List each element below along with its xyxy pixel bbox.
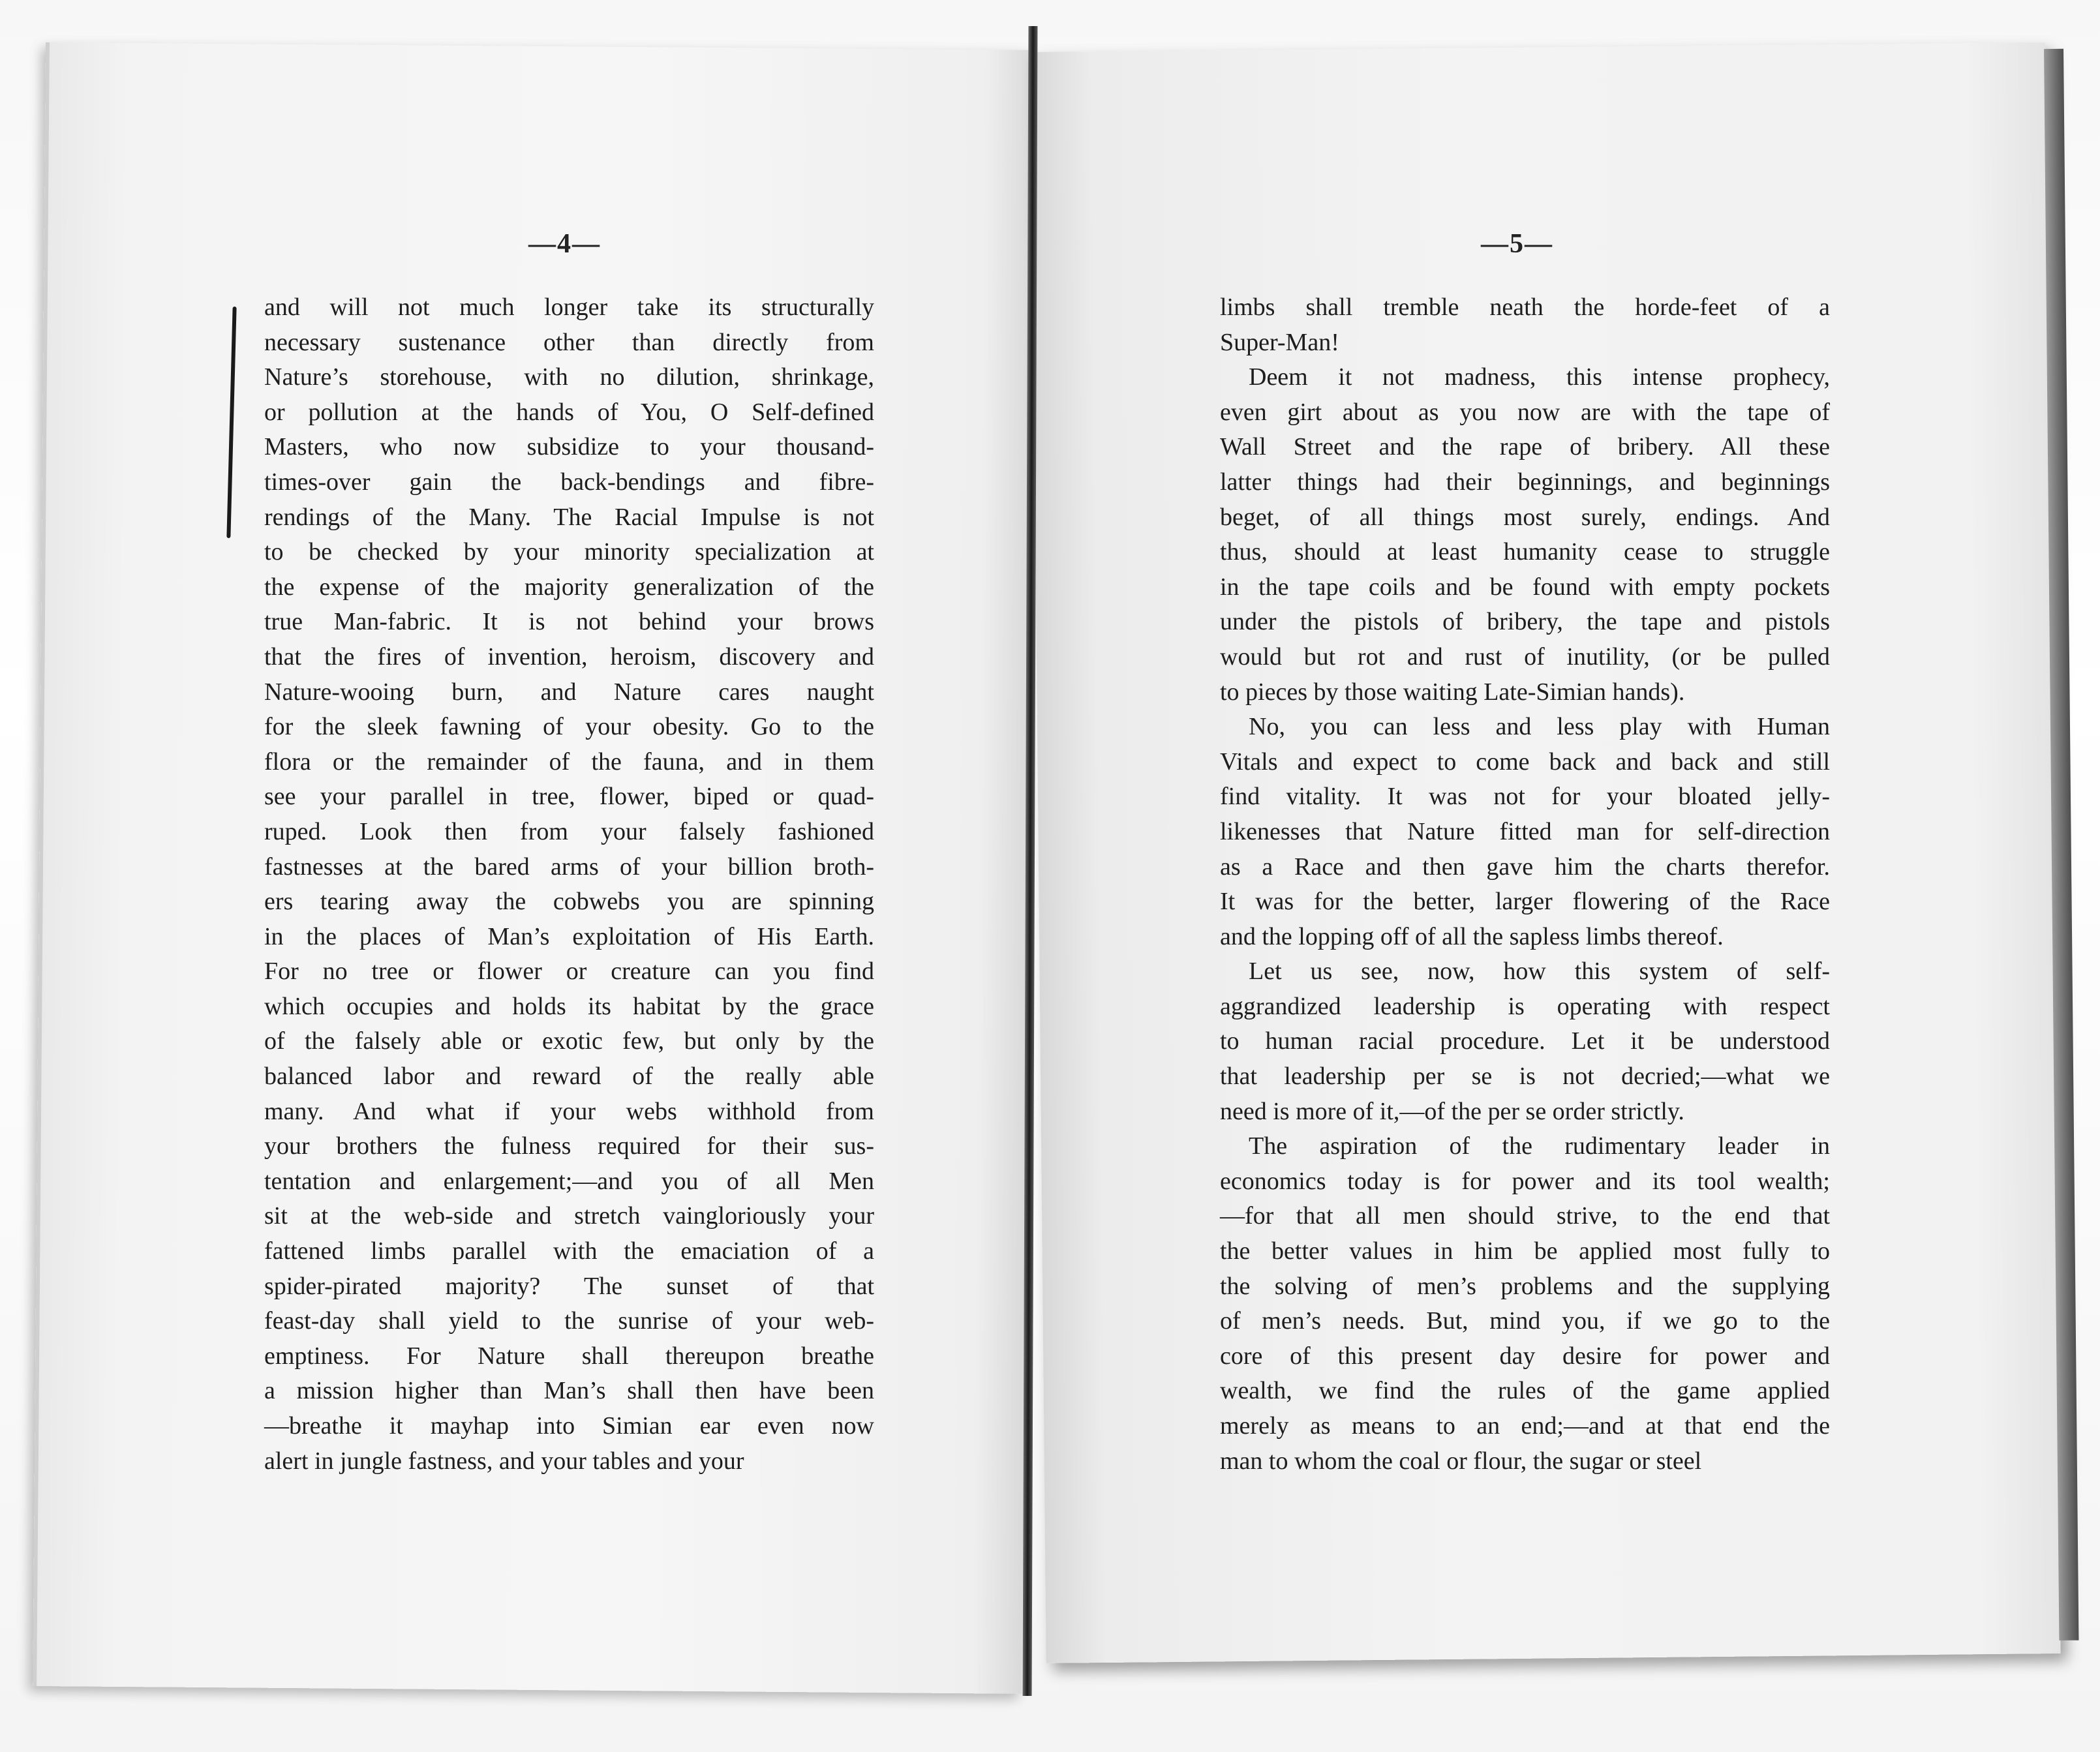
text-line: Nature’s storehouse, with no dilution, shrinkage, bbox=[264, 363, 874, 391]
right-page-text bbox=[1220, 290, 1830, 1479]
page-number-right: —5— bbox=[1481, 229, 1553, 259]
text-line: that leadership per se is not decried;—what we bbox=[1220, 1063, 1830, 1091]
text-line: and will not much longer take its structurally bbox=[264, 294, 874, 321]
text-line: rendings of the Many. The Racial Impulse is not bbox=[264, 503, 874, 531]
text-line: as a Race and then gave him the charts therefor. bbox=[1220, 853, 1830, 881]
text-line: ruped. Look then from your falsely fashioned bbox=[264, 817, 874, 845]
text-line: Deem it not madness, this intense prophecy, bbox=[1249, 363, 1830, 391]
text-line: No, you can less and less play with Human bbox=[1249, 713, 1830, 741]
text-line: need is more of it,—of the per se order strictly. bbox=[1220, 1097, 1684, 1125]
text-line: the solving of men’s problems and the supplying bbox=[1220, 1272, 1830, 1300]
text-line: Masters, who now subsidize to your thousand- bbox=[264, 433, 874, 461]
text-line: aggrandized leadership is operating with respect bbox=[1220, 992, 1830, 1020]
text-line: that the fires of invention, heroism, discovery and bbox=[264, 642, 874, 671]
text-line: find vitality. It was not for your bloated jelly- bbox=[1220, 783, 1830, 811]
text-line: flora or the remainder of the fauna, and in them bbox=[264, 748, 874, 776]
text-line: true Man-fabric. It is not behind your brows bbox=[264, 608, 874, 636]
text-line: —for that all men should strive, to the end that bbox=[1220, 1202, 1830, 1230]
text-line: —breathe it mayhap into Simian ear even now bbox=[264, 1412, 874, 1440]
text-line: the better values in him be applied most fully to bbox=[1220, 1237, 1830, 1265]
text-line: ers tearing away the cobwebs you are spinning bbox=[264, 888, 874, 916]
text-line: feast-day shall yield to the sunrise of your web- bbox=[264, 1307, 874, 1335]
text-line: For no tree or flower or creature can you find bbox=[264, 958, 874, 986]
text-line: of the falsely able or exotic few, but only by the bbox=[264, 1027, 874, 1055]
text-line: under the pistols of bribery, the tape and pistols bbox=[1220, 608, 1830, 636]
text-line: limbs shall tremble neath the horde-feet of a bbox=[1220, 294, 1830, 321]
text-line: and the lopping off of all the sapless limbs thereof. bbox=[1220, 922, 1724, 950]
text-line: fastnesses at the bared arms of your billion broth- bbox=[264, 853, 874, 881]
text-line: alert in jungle fastness, and your tables and your bbox=[264, 1447, 744, 1475]
text-line: It was for the better, larger flowering of the Race bbox=[1220, 888, 1830, 916]
text-line: spider-pirated majority? The sunset of that bbox=[264, 1272, 874, 1300]
text-line: times-over gain the back-bendings and fibre- bbox=[264, 468, 874, 496]
text-line: to pieces by those waiting Late-Simian hands). bbox=[1220, 678, 1685, 706]
text-line: tentation and enlargement;—and you of all Men bbox=[264, 1167, 874, 1195]
text-line: thus, should at least humanity cease to struggle bbox=[1220, 538, 1830, 566]
text-line: economics today is for power and its tool wealth; bbox=[1220, 1167, 1830, 1195]
text-line: fattened limbs parallel with the emaciation of a bbox=[264, 1237, 874, 1265]
text-line: of men’s needs. But, mind you, if we go to the bbox=[1220, 1307, 1830, 1335]
text-line: beget, of all things most surely, endings. And bbox=[1220, 503, 1830, 531]
text-line: for the sleek fawning of your obesity. Go to the bbox=[264, 713, 874, 741]
text-line: to human racial procedure. Let it be understood bbox=[1220, 1027, 1830, 1055]
text-line: the expense of the majority generalization of the bbox=[264, 573, 874, 601]
text-line: a mission higher than Man’s shall then have been bbox=[264, 1377, 874, 1405]
text-line: see your parallel in tree, flower, biped or quad- bbox=[264, 783, 874, 811]
text-line: Vitals and expect to come back and back and still bbox=[1220, 748, 1830, 776]
text-line: even girt about as you now are with the tape of bbox=[1220, 398, 1830, 426]
text-line: latter things had their beginnings, and beginnings bbox=[1220, 468, 1830, 496]
text-line: Super-Man! bbox=[1220, 328, 1339, 356]
text-line: core of this present day desire for power and bbox=[1220, 1342, 1830, 1370]
text-line: Nature-wooing burn, and Nature cares naught bbox=[264, 678, 874, 706]
text-line: your brothers the fulness required for their sus- bbox=[264, 1132, 874, 1160]
text-line: likenesses that Nature fitted man for self-direction bbox=[1220, 817, 1830, 845]
text-line: Wall Street and the rape of bribery. All these bbox=[1220, 433, 1830, 461]
text-line: wealth, we find the rules of the game applied bbox=[1220, 1377, 1830, 1405]
text-line: or pollution at the hands of You, O Self-defined bbox=[264, 398, 874, 426]
page-edge-shadow bbox=[2044, 49, 2078, 1640]
left-page-text bbox=[264, 290, 874, 1479]
text-line: man to whom the coal or flour, the sugar or steel bbox=[1220, 1447, 1702, 1475]
text-line: sit at the web-side and stretch vaingloriously your bbox=[264, 1202, 874, 1230]
text-line: which occupies and holds its habitat by the grace bbox=[264, 992, 874, 1020]
text-line: necessary sustenance other than directly from bbox=[264, 328, 874, 356]
text-line: merely as means to an end;—and at that end the bbox=[1220, 1412, 1830, 1440]
text-line: many. And what if your webs withhold from bbox=[264, 1097, 874, 1125]
text-line: balanced labor and reward of the really able bbox=[264, 1063, 874, 1091]
text-line: would but rot and rust of inutility, (or be pulled bbox=[1220, 642, 1830, 671]
text-line: emptiness. For Nature shall thereupon breathe bbox=[264, 1342, 874, 1370]
page-number-left: —4— bbox=[528, 229, 601, 259]
text-line: The aspiration of the rudimentary leader in bbox=[1249, 1132, 1830, 1160]
text-line: in the tape coils and be found with empty pockets bbox=[1220, 573, 1830, 601]
text-line: to be checked by your minority specialization at bbox=[264, 538, 874, 566]
text-line: in the places of Man’s exploitation of His Earth. bbox=[264, 922, 874, 950]
text-line: Let us see, now, how this system of self- bbox=[1249, 958, 1830, 986]
